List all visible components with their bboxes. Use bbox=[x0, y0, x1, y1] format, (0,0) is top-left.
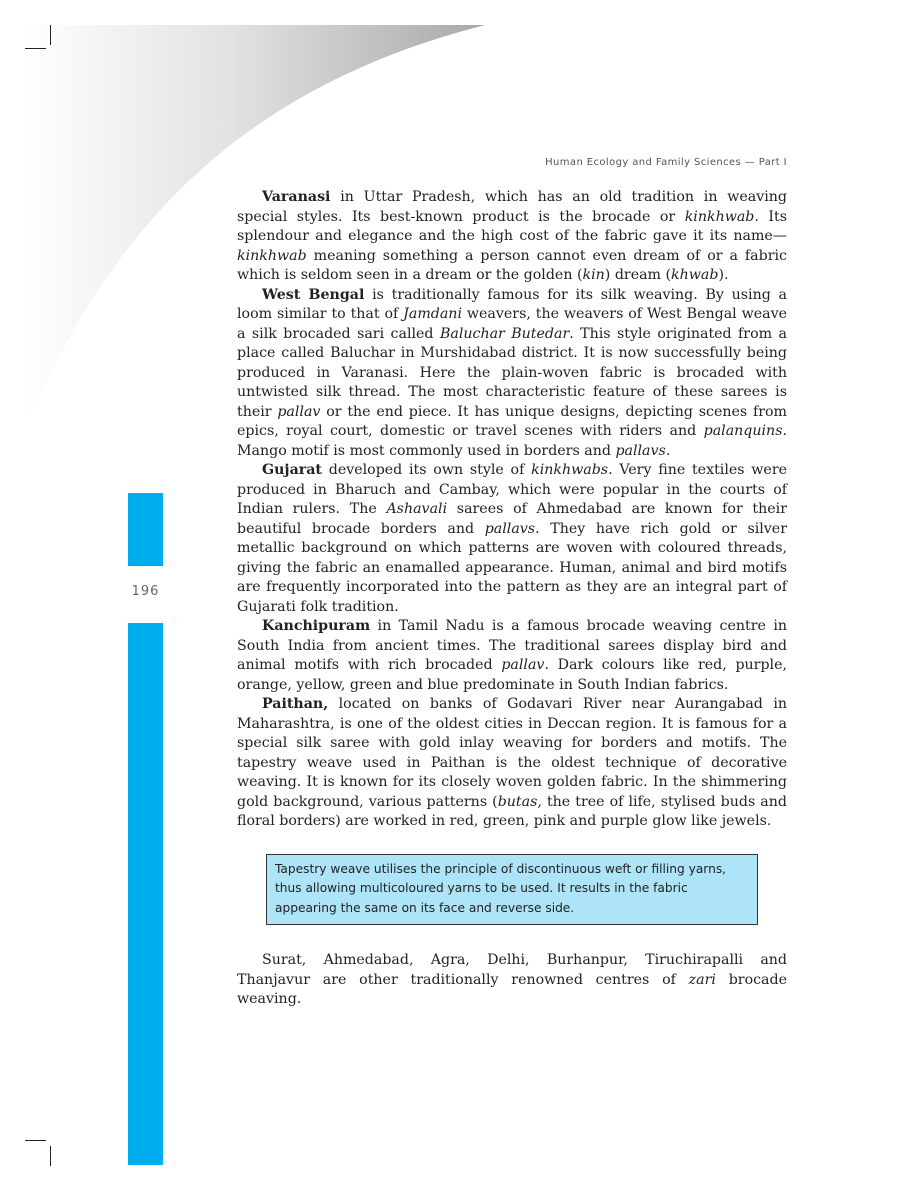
paragraph-lead-term: West Bengal bbox=[262, 286, 365, 303]
text-run: . Mango motif is most commonly used in borders and bbox=[237, 423, 787, 459]
crop-mark bbox=[25, 48, 46, 49]
text-run: brocade weaving. bbox=[237, 971, 787, 1007]
italic-term: kinkhwab bbox=[237, 247, 307, 264]
closing-paragraph bbox=[237, 951, 787, 1010]
crop-mark bbox=[50, 25, 51, 45]
italic-term: palanquins bbox=[703, 423, 783, 439]
italic-term: pallav bbox=[277, 403, 321, 420]
paragraph bbox=[237, 461, 787, 617]
text-run: . bbox=[665, 442, 671, 459]
running-header-text: Human Ecology and Family Sciences — Part I bbox=[545, 157, 787, 168]
crop-mark bbox=[25, 1140, 46, 1141]
italic-term: Jamdani bbox=[403, 306, 462, 322]
text-run: . Dark colours like red, purple, orange, yellow, green and blue predominate in South Indian fabrics. bbox=[237, 657, 787, 693]
paragraph-lead-term: Varanasi bbox=[262, 189, 331, 205]
italic-term: pallavs bbox=[615, 442, 666, 459]
text-run: . Very fine textiles were produced in Bharuch and Cambay, which were popular in the courts of Indian rulers. The bbox=[237, 462, 787, 517]
running-header bbox=[420, 157, 787, 168]
text-run: in Tamil Nadu is a famous brocade weaving centre in South India from ancient times. The traditional sarees display bird and animal motifs with rich brocaded bbox=[237, 618, 787, 673]
text-run: in Uttar Pradesh, which has an old tradition in weaving special styles. Its best-known product is the brocade or bbox=[237, 189, 787, 225]
text-run: is traditionally famous for its silk weaving. By using a loom similar to that of bbox=[237, 286, 787, 322]
text-run: ) dream ( bbox=[604, 267, 672, 283]
text-run: . Its splendour and elegance and the high cost of the fabric gave it its name— bbox=[237, 208, 787, 244]
side-accent-bar bbox=[128, 493, 163, 566]
paragraph bbox=[237, 695, 787, 832]
text-run: . They have rich gold or silver metallic background on which patterns are woven with coloured threads, giving the fabric an enamalled appearance. Human, animal and bird motifs are frequently incorporated into the pattern as they are an integral part of Gujarati folk tradition. bbox=[237, 520, 787, 615]
text-run: ). bbox=[718, 267, 729, 283]
text-run: developed its own style of bbox=[321, 462, 532, 478]
paragraph-lead-term: Gujarat bbox=[262, 462, 322, 478]
italic-term: Ashavali bbox=[386, 501, 448, 517]
paragraph-lead-term: Paithan, bbox=[262, 696, 329, 712]
crop-mark bbox=[50, 1146, 51, 1166]
italic-term: pallavs bbox=[484, 520, 536, 537]
text-run: meaning something a person cannot even dream of or a fabric which is seldom seen in a dream or the golden ( bbox=[237, 247, 787, 283]
note-box bbox=[266, 854, 758, 926]
italic-term: kinkhwab bbox=[684, 208, 755, 225]
paragraph bbox=[237, 286, 787, 462]
italic-term: Baluchar Butedar bbox=[439, 325, 570, 342]
italic-term: khwab bbox=[671, 267, 719, 283]
paragraph bbox=[237, 617, 787, 695]
italic-term: butas bbox=[497, 793, 538, 810]
text-run: weavers, the weavers of West Bengal weave a silk brocaded sari called bbox=[237, 306, 787, 342]
text-run: Surat, Ahmedabad, Agra, Delhi, Burhanpur, Tiruchirapalli and Thanjavur are other traditionally renowned centres of bbox=[237, 952, 787, 988]
note-text: Tapestry weave utilises the principle of discontinuous weft or filling yarns, thus allowing multicoloured yarns to be used. It results in the fabric appearing the same on its face and reverse side. bbox=[275, 861, 727, 915]
page-number: 196 bbox=[131, 584, 160, 599]
paragraph-list bbox=[237, 188, 787, 832]
text-run: , the tree of life, stylised buds and floral borders) are worked in red, green, pink and purple glow like jewels. bbox=[237, 793, 787, 829]
paragraph bbox=[237, 188, 787, 286]
italic-term: zari bbox=[688, 971, 716, 988]
body-text bbox=[237, 188, 787, 1010]
paragraph-lead-term: Kanchipuram bbox=[262, 618, 371, 634]
text-run: or the end piece. It has unique designs, depicting scenes from epics, royal court, domestic or travel scenes with riders and bbox=[237, 403, 787, 439]
text-run: . This style originated from a place called Baluchar in Murshidabad district. It is now successfully being produced in Varanasi. Here the plain-woven fabric is brocaded with untwisted silk thread. The most characteristic feature of these sarees is their bbox=[237, 325, 787, 420]
italic-term: kinkhwabs bbox=[531, 462, 609, 478]
italic-term: pallav bbox=[501, 657, 545, 673]
text-run: located on banks of Godavari River near Aurangabad in Maharashtra, is one of the oldest cities in Deccan region. It is famous for a special silk saree with gold inlay weaving for borders and motifs. The tapestry weave used in Paithan is the oldest technique of decorative weaving. It is known for its closely woven golden fabric. In the shimmering gold background, various patterns ( bbox=[237, 696, 787, 810]
italic-term: kin bbox=[582, 267, 605, 283]
text-run: sarees of Ahmedabad are known for their beautiful brocade borders and bbox=[237, 501, 787, 537]
side-accent-bar bbox=[128, 623, 163, 1165]
